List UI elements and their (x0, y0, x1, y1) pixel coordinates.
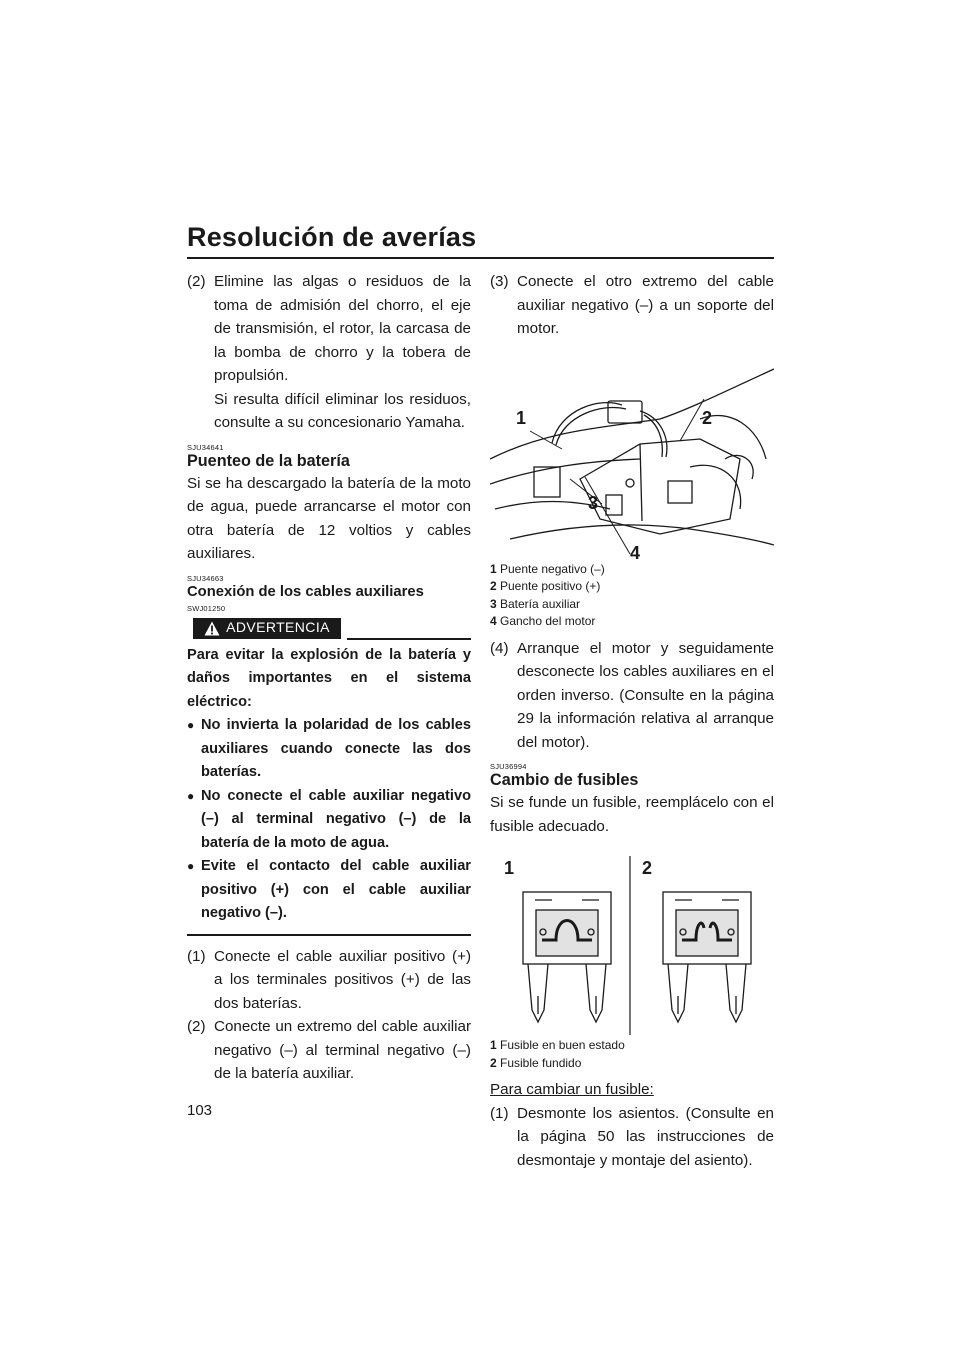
intro-item (187, 270, 471, 435)
section-code: SJU36994 (490, 762, 527, 771)
warning-rule (347, 638, 471, 640)
caption-row: 3 Batería auxiliar (490, 596, 581, 611)
warning-header (187, 614, 471, 644)
caption-row: 1 Puente negativo (–) (490, 561, 605, 576)
warning-bullet (187, 785, 471, 856)
warning-bullet (187, 855, 471, 926)
step-item (490, 637, 774, 755)
fuse-illustration (490, 850, 774, 1035)
step-text: Conecte un extremo del cable auxiliar negativo (–) al terminal negativo (–) de la batería auxiliar. (214, 1018, 471, 1082)
bullet-text: No invierta la polaridad de los cables auxiliares cuando conecte las dos baterías. (201, 717, 471, 780)
warning-badge (193, 618, 341, 639)
item-number: (2) (187, 273, 206, 290)
warning-icon (204, 621, 220, 636)
warning-label: ADVERTENCIA (226, 619, 330, 636)
callout-2: 2 (702, 407, 713, 428)
right-column (490, 270, 774, 1172)
page-number: 103 (187, 1102, 213, 1119)
callout-4: 4 (630, 542, 641, 559)
callout-3: 3 (588, 492, 599, 513)
warning-code: SWJ01250 (187, 603, 226, 613)
item-text: Elimine las algas o residuos de la toma de admisión del chorro, el eje de transmisión, el rotor, la carcasa de la bomba de chorro y la tobera de propulsión. (214, 273, 471, 384)
caption-row: 2 Puente positivo (+) (490, 579, 601, 593)
caption-row: 1 Fusible en buen estado (490, 1038, 625, 1052)
step-text: Conecte el cable auxiliar positivo (+) a los terminales positivos (+) de las dos baterías. (214, 947, 471, 1012)
figure2-captions (490, 1037, 774, 1072)
good-fuse (523, 892, 611, 1022)
callout-1: 1 (504, 858, 515, 878)
caption-row: 4 Gancho del motor (490, 614, 596, 628)
procedure-title: Para cambiar un fusible: (490, 1081, 654, 1098)
step-number: (2) (187, 1018, 206, 1035)
warning-intro: Para evitar la explosión de la batería y daños importantes en el sistema eléctrico: (187, 646, 471, 710)
bullet-icon: ● (187, 718, 195, 732)
callout-2: 2 (642, 858, 653, 878)
bullet-icon: ● (187, 788, 195, 803)
step-text: Conecte el otro extremo del cable auxiliar negativo (–) a un soporte del motor. (517, 273, 774, 337)
step-text: Arranque el motor y seguidamente desconecte los cables auxiliares en el orden inverso. (Consulte en la página 29 la información relativa al arranque del motor). (517, 639, 774, 751)
section-subheading: Conexión de los cables auxiliares (187, 583, 424, 600)
step-number: (1) (490, 1104, 509, 1122)
section-code: SJU34663 (187, 573, 224, 583)
bullet-icon: ● (187, 859, 195, 873)
callout-1: 1 (516, 407, 527, 428)
bullet-text: No conecte el cable auxiliar negativo (–) al terminal negativo (–) de la batería de la moto de agua. (201, 787, 471, 851)
section-heading: Cambio de fusibles (490, 771, 639, 789)
item-text: Si resulta difícil eliminar los residuos, consulte a su concesionario Yamaha. (214, 390, 471, 431)
title-rule (187, 257, 774, 259)
step-number: (4) (490, 639, 509, 657)
step-text: Desmonte los asientos. (Consulte en la página 50 las instrucciones de desmontaje y montaje del asiento). (517, 1104, 774, 1169)
caption-row: 2 Fusible fundido (490, 1055, 582, 1070)
section-code: SJU34641 (187, 442, 224, 452)
warning-end-rule (187, 934, 471, 936)
blown-fuse (663, 892, 751, 1022)
step-number: (3) (490, 273, 509, 290)
step-number: (1) (187, 947, 206, 965)
section-text: Si se funde un fusible, reemplácelo con el fusible adecuado. (490, 794, 774, 835)
figure1-captions (490, 561, 774, 631)
page-title: Resolución de averías (187, 222, 477, 252)
left-column (187, 270, 471, 1086)
step-item (490, 270, 774, 341)
section-text: Si se ha descargado la batería de la moto de agua, puede arrancarse el motor con otra batería de 12 voltios y cables auxiliares. (187, 474, 471, 562)
jump-cable-illustration (490, 349, 774, 559)
section-heading: Puenteo de la batería (187, 451, 350, 470)
step-item (187, 1015, 471, 1086)
step-item (490, 1102, 774, 1173)
warning-body (187, 644, 471, 926)
step-item (187, 945, 471, 1016)
warning-bullet (187, 714, 471, 785)
bullet-text: Evite el contacto del cable auxiliar positivo (+) con el cable auxiliar negativo (–). (201, 858, 471, 921)
